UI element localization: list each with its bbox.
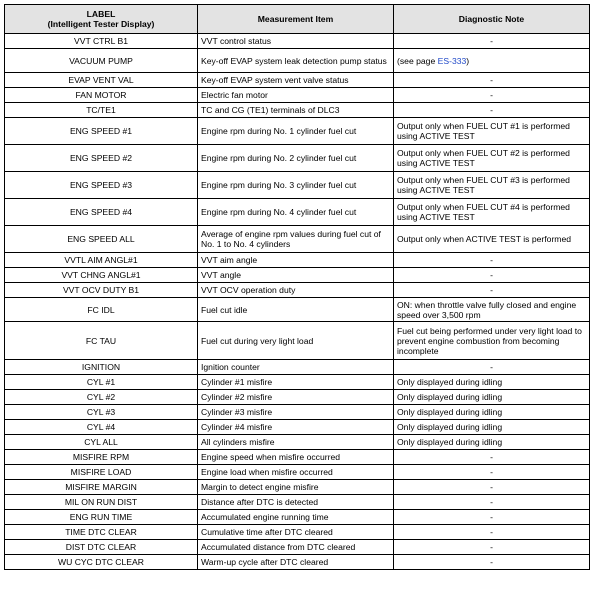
note-text: (see page	[397, 55, 438, 66]
cell-diagnostic-note: Only displayed during idling	[394, 435, 590, 450]
table-row	[5, 540, 590, 555]
cell-label: IGNITION	[5, 360, 198, 375]
table-row	[5, 465, 590, 480]
cell-diagnostic-note: Output only when FUEL CUT #1 is performed using ACTIVE TEST	[394, 118, 590, 145]
cell-label: ENG SPEED #3	[5, 172, 198, 199]
cell-measurement-item: Accumulated engine running time	[198, 510, 394, 525]
cell-measurement-item: Cylinder #3 misfire	[198, 405, 394, 420]
table-row	[5, 322, 590, 360]
table-row	[5, 360, 590, 375]
cell-measurement-item: VVT OCV operation duty	[198, 283, 394, 298]
table-row	[5, 49, 590, 73]
cell-measurement-item: Engine speed when misfire occurred	[198, 450, 394, 465]
cell-label: CYL #4	[5, 420, 198, 435]
header-measurement-item: Measurement Item	[198, 5, 394, 34]
cell-measurement-item: Ignition counter	[198, 360, 394, 375]
cell-label: VVT CHNG ANGL#1	[5, 268, 198, 283]
cell-label: CYL #1	[5, 375, 198, 390]
table-row	[5, 510, 590, 525]
cell-measurement-item: Engine rpm during No. 4 cylinder fuel cut	[198, 199, 394, 226]
header-diagnostic-note: Diagnostic Note	[394, 5, 590, 34]
table-row	[5, 226, 590, 253]
cell-measurement-item: Engine rpm during No. 1 cylinder fuel cut	[198, 118, 394, 145]
cell-diagnostic-note: -	[394, 450, 590, 465]
cell-label: CYL ALL	[5, 435, 198, 450]
cell-label: VACUUM PUMP	[5, 49, 198, 73]
table-row	[5, 199, 590, 226]
cell-measurement-item: VVT control status	[198, 34, 394, 49]
table-row	[5, 495, 590, 510]
cell-diagnostic-note: -	[394, 88, 590, 103]
header-label-line2: (Intelligent Tester Display)	[47, 19, 155, 29]
header-row	[5, 5, 590, 34]
table-header	[5, 5, 590, 34]
note-text: )	[466, 55, 470, 66]
cell-label: ENG SPEED ALL	[5, 226, 198, 253]
cell-measurement-item: Cumulative time after DTC cleared	[198, 525, 394, 540]
table-row	[5, 253, 590, 268]
cell-diagnostic-note: Output only when FUEL CUT #3 is performed using ACTIVE TEST	[394, 172, 590, 199]
cell-label: MISFIRE LOAD	[5, 465, 198, 480]
cell-diagnostic-note: Only displayed during idling	[394, 420, 590, 435]
cell-diagnostic-note: -	[394, 268, 590, 283]
cell-measurement-item: TC and CG (TE1) terminals of DLC3	[198, 103, 394, 118]
cell-label: CYL #3	[5, 405, 198, 420]
cell-diagnostic-note: -	[394, 253, 590, 268]
data-list-table	[4, 4, 590, 570]
cell-label: ENG RUN TIME	[5, 510, 198, 525]
cell-label: MIL ON RUN DIST	[5, 495, 198, 510]
table-row	[5, 283, 590, 298]
cell-diagnostic-note: ON: when throttle valve fully closed and engine speed over 3,500 rpm	[394, 298, 590, 322]
cell-label: VVT CTRL B1	[5, 34, 198, 49]
table-row	[5, 480, 590, 495]
table-row	[5, 145, 590, 172]
cell-diagnostic-note: Output only when FUEL CUT #2 is performed using ACTIVE TEST	[394, 145, 590, 172]
cell-label: WU CYC DTC CLEAR	[5, 555, 198, 570]
cell-label: MISFIRE RPM	[5, 450, 198, 465]
cell-diagnostic-note: -	[394, 360, 590, 375]
page-reference-link[interactable]: ES-333	[437, 55, 467, 66]
table-row	[5, 525, 590, 540]
cell-label: MISFIRE MARGIN	[5, 480, 198, 495]
cell-measurement-item: Fuel cut idle	[198, 298, 394, 322]
table-row	[5, 172, 590, 199]
cell-diagnostic-note: Output only when FUEL CUT #4 is performed using ACTIVE TEST	[394, 199, 590, 226]
cell-label: CYL #2	[5, 390, 198, 405]
cell-measurement-item: VVT aim angle	[198, 253, 394, 268]
cell-measurement-item: Cylinder #1 misfire	[198, 375, 394, 390]
cell-label: ENG SPEED #1	[5, 118, 198, 145]
table-body	[5, 34, 590, 570]
cell-measurement-item: Margin to detect engine misfire	[198, 480, 394, 495]
table-row	[5, 435, 590, 450]
cell-measurement-item: Distance after DTC is detected	[198, 495, 394, 510]
cell-diagnostic-note: -	[394, 34, 590, 49]
table-row	[5, 390, 590, 405]
cell-label: ENG SPEED #2	[5, 145, 198, 172]
cell-diagnostic-note: -	[394, 480, 590, 495]
cell-measurement-item: Engine rpm during No. 3 cylinder fuel cut	[198, 172, 394, 199]
header-label	[5, 5, 198, 34]
cell-diagnostic-note: -	[394, 525, 590, 540]
cell-diagnostic-note: -	[394, 283, 590, 298]
cell-measurement-item: Accumulated distance from DTC cleared	[198, 540, 394, 555]
cell-label: FC IDL	[5, 298, 198, 322]
cell-diagnostic-note: Only displayed during idling	[394, 375, 590, 390]
cell-diagnostic-note: -	[394, 510, 590, 525]
cell-measurement-item: Cylinder #4 misfire	[198, 420, 394, 435]
cell-diagnostic-note	[394, 49, 590, 73]
cell-label: TC/TE1	[5, 103, 198, 118]
cell-label: ENG SPEED #4	[5, 199, 198, 226]
cell-diagnostic-note: -	[394, 555, 590, 570]
table-row	[5, 420, 590, 435]
cell-measurement-item: Warm-up cycle after DTC cleared	[198, 555, 394, 570]
cell-diagnostic-note: Fuel cut being performed under very light load to prevent engine combustion from becoming incomplete	[394, 322, 590, 360]
cell-label: VVTL AIM ANGL#1	[5, 253, 198, 268]
table-row	[5, 375, 590, 390]
table-row	[5, 88, 590, 103]
table-row	[5, 405, 590, 420]
cell-label: DIST DTC CLEAR	[5, 540, 198, 555]
table-row	[5, 73, 590, 88]
cell-measurement-item: Key-off EVAP system leak detection pump status	[198, 49, 394, 73]
table-row	[5, 34, 590, 49]
cell-measurement-item: Engine load when misfire occurred	[198, 465, 394, 480]
header-label-line1: LABEL	[86, 9, 116, 19]
cell-label: VVT OCV DUTY B1	[5, 283, 198, 298]
cell-diagnostic-note: -	[394, 495, 590, 510]
cell-measurement-item: Average of engine rpm values during fuel cut of No. 1 to No. 4 cylinders	[198, 226, 394, 253]
cell-measurement-item: All cylinders misfire	[198, 435, 394, 450]
table-row	[5, 268, 590, 283]
cell-measurement-item: Electric fan motor	[198, 88, 394, 103]
table-row	[5, 450, 590, 465]
cell-measurement-item: Engine rpm during No. 2 cylinder fuel cut	[198, 145, 394, 172]
cell-diagnostic-note: Output only when ACTIVE TEST is performed	[394, 226, 590, 253]
cell-measurement-item: Cylinder #2 misfire	[198, 390, 394, 405]
cell-measurement-item: Fuel cut during very light load	[198, 322, 394, 360]
cell-diagnostic-note: -	[394, 103, 590, 118]
cell-measurement-item: VVT angle	[198, 268, 394, 283]
cell-diagnostic-note: -	[394, 73, 590, 88]
cell-diagnostic-note: -	[394, 540, 590, 555]
table-row	[5, 103, 590, 118]
table-row	[5, 118, 590, 145]
cell-diagnostic-note: Only displayed during idling	[394, 405, 590, 420]
cell-diagnostic-note: Only displayed during idling	[394, 390, 590, 405]
cell-label: TIME DTC CLEAR	[5, 525, 198, 540]
table-row	[5, 298, 590, 322]
cell-label: FAN MOTOR	[5, 88, 198, 103]
table-row	[5, 555, 590, 570]
cell-label: FC TAU	[5, 322, 198, 360]
cell-label: EVAP VENT VAL	[5, 73, 198, 88]
cell-diagnostic-note: -	[394, 465, 590, 480]
cell-measurement-item: Key-off EVAP system vent valve status	[198, 73, 394, 88]
